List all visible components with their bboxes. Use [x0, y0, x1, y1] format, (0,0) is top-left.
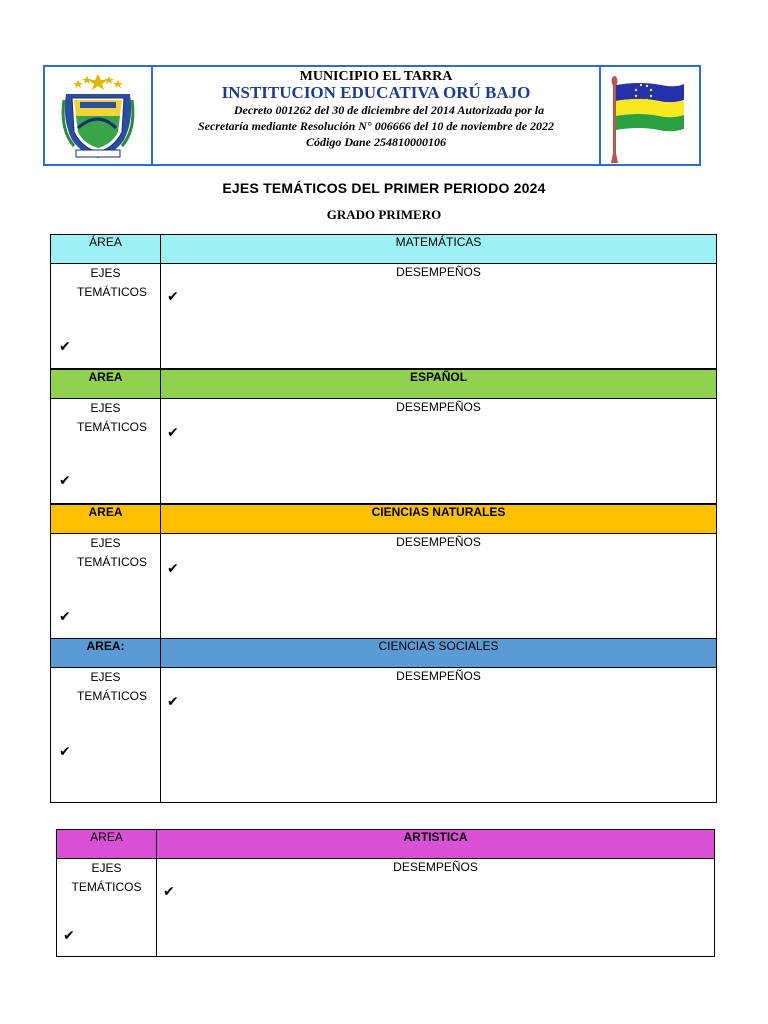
school-crest: [45, 67, 153, 164]
municipality-name: MUNICIPIO EL TARRA: [299, 69, 453, 84]
ejes-tematicos-label: EJES TEMÁTICOS: [71, 861, 142, 894]
grade-label: GRADO PRIMERO: [326, 207, 442, 222]
document-title: EJES TEMÁTICOS DEL PRIMER PERIODO 2024: [222, 180, 546, 196]
ejes-tematicos-label: EJES TEMÁTICOS: [77, 266, 148, 299]
section-matematicas: [50, 234, 717, 369]
subject-name: CIENCIAS SOCIALES: [161, 639, 717, 668]
section-ciencias-sociales: [50, 638, 717, 803]
area-label-cell: AREA: [57, 830, 157, 859]
section-espanol: [50, 369, 717, 504]
area-label-cell: AREA: [51, 370, 161, 399]
letterhead: [43, 65, 701, 166]
checkmark-icon: ✔: [167, 289, 179, 305]
desempenos-label: DESEMPEÑOS: [396, 535, 481, 549]
institution-name: INSTITUCION EDUCATIVA ORÚ BAJO: [221, 83, 531, 102]
checkmark-icon: ✔: [59, 339, 71, 355]
desempenos-cell: [161, 668, 717, 803]
ejes-tematicos-cell: [51, 399, 161, 504]
checkmark-icon: ✔: [167, 561, 179, 577]
ejes-tematicos-label: EJES TEMÁTICOS: [77, 670, 148, 703]
subject-name: CIENCIAS NATURALES: [161, 505, 717, 534]
flag-icon: [601, 67, 697, 164]
subject-name: MATEMÁTICAS: [161, 235, 717, 264]
section-ciencias-naturales: [50, 504, 717, 639]
desempenos-label: DESEMPEÑOS: [396, 265, 481, 279]
desempenos-cell: [157, 859, 715, 957]
desempenos-label: DESEMPEÑOS: [396, 669, 481, 683]
area-label-cell: ÁREA: [51, 235, 161, 264]
ejes-tematicos-label: EJES TEMÁTICOS: [77, 536, 148, 569]
section-artistica: [56, 829, 715, 957]
crest-icon: [58, 70, 138, 162]
checkmark-icon: ✔: [59, 609, 71, 625]
desempenos-label: DESEMPEÑOS: [396, 400, 481, 414]
desempenos-cell: [161, 534, 717, 639]
checkmark-icon: ✔: [167, 694, 179, 710]
ejes-tematicos-cell: [57, 859, 157, 957]
checkmark-icon: ✔: [63, 928, 75, 944]
ejes-tematicos-cell: [51, 668, 161, 803]
desempenos-cell: [161, 399, 717, 504]
checkmark-icon: ✔: [163, 884, 175, 900]
ejes-tematicos-cell: [51, 534, 161, 639]
subject-name: ESPAÑOL: [161, 370, 717, 399]
municipal-flag: [601, 67, 699, 164]
subject-name: ARTISTICA: [157, 830, 715, 859]
letterhead-text: [153, 67, 601, 164]
ejes-tematicos-label: EJES TEMÁTICOS: [77, 401, 148, 434]
desempenos-cell: [161, 264, 717, 369]
ejes-tematicos-cell: [51, 264, 161, 369]
checkmark-icon: ✔: [167, 425, 179, 441]
resolution-line: Secretaría mediante Resolución N° 006666 del 10 de noviembre de 2022: [197, 119, 555, 133]
checkmark-icon: ✔: [59, 473, 71, 489]
desempenos-label: DESEMPEÑOS: [393, 860, 478, 874]
decree-line: Decreto 001262 del 30 de diciembre del 2014 Autorizada por la: [233, 103, 545, 117]
area-label-cell: AREA: [51, 505, 161, 534]
checkmark-icon: ✔: [59, 744, 71, 760]
area-label-cell: AREA:: [51, 639, 161, 668]
dane-code: Código Dane 254810000106: [305, 135, 446, 149]
